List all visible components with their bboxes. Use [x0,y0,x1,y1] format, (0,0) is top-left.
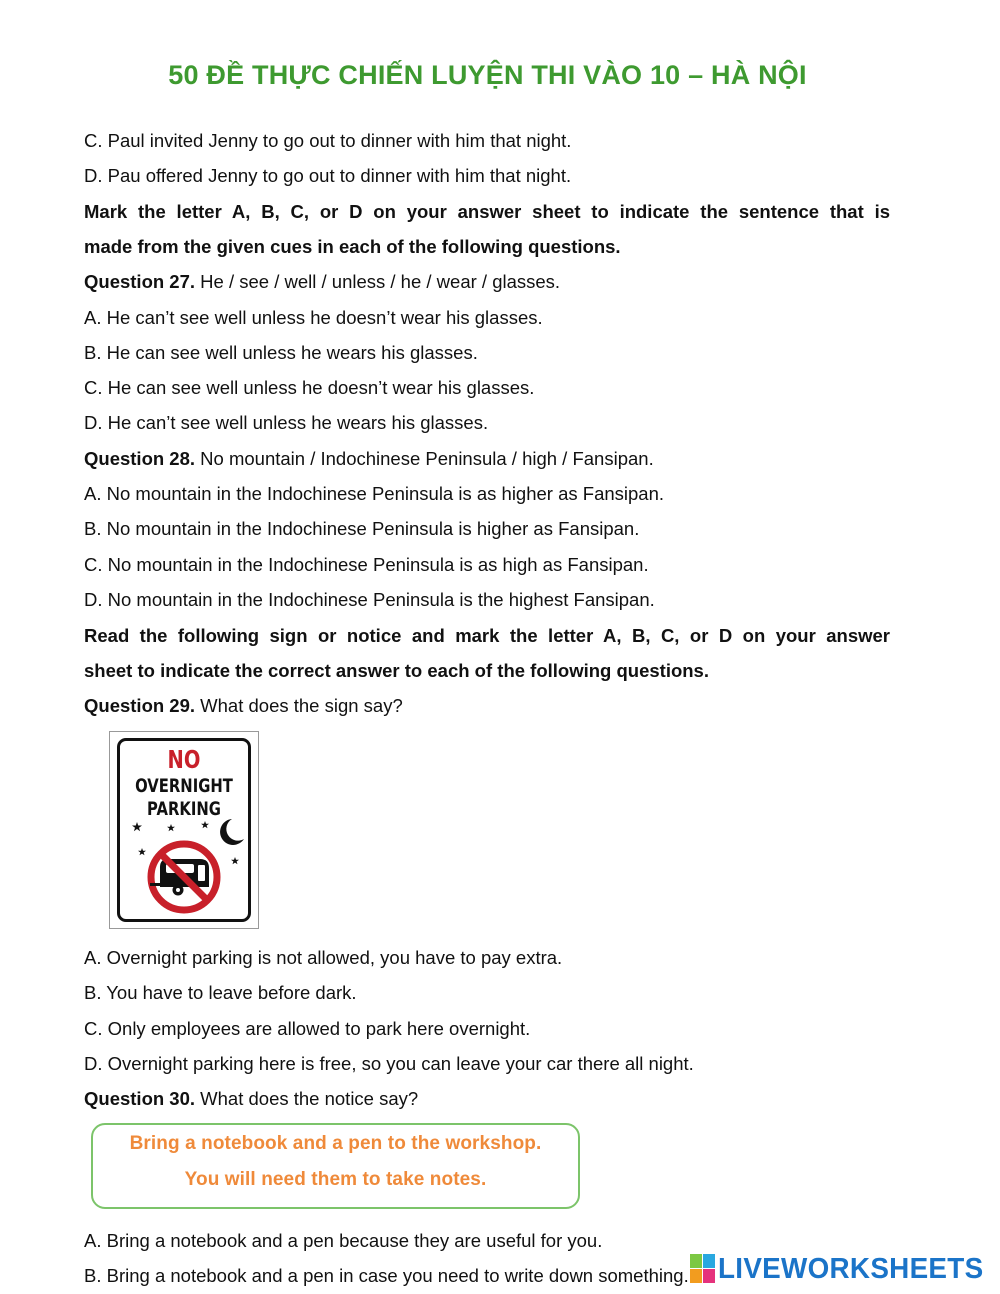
q28-option-b: B. No mountain in the Indochinese Peninsula is higher as Fansipan. [84,518,640,539]
section2-instruction-line1: Read the following sign or notice and mark the letter A, B, C, or D on your answer [84,625,890,646]
q29-option-d: D. Overnight parking here is free, so you can leave your car there all night. [84,1053,694,1074]
prev-option-c: C. Paul invited Jenny to go out to dinner with him that night. [84,130,572,151]
question-30-prompt: What does the notice say? [195,1088,419,1109]
question-28-label: Question 28. [84,448,196,469]
watermark-text: LIVEWORKSHEETS [718,1253,984,1285]
no-camper-icon [120,815,248,919]
sign-border [117,738,251,922]
q27-option-c: C. He can see well unless he doesn’t wear his glasses. [84,377,535,398]
page-title: 50 ĐỀ THỰC CHIẾN LUYỆN THI VÀO 10 – HÀ NỘI [168,60,807,90]
workshop-notice [91,1123,580,1209]
no-overnight-parking-sign [109,731,259,929]
q28-option-d: D. No mountain in the Indochinese Peninsula is the highest Fansipan. [84,589,655,610]
moon-icon [220,819,244,845]
sign-no-text: NO [167,745,201,774]
q30-option-a: A. Bring a notebook and a pen because they are useful for you. [84,1230,603,1251]
question-29 [84,695,890,717]
question-29-label: Question 29. [84,695,196,716]
section1-instruction-line2: made from the given cues in each of the following questions. [84,236,621,257]
question-27 [84,271,890,293]
q29-option-c: C. Only employees are allowed to park here overnight. [84,1018,531,1039]
question-29-prompt: What does the sign say? [195,695,403,716]
q27-option-d: D. He can’t see well unless he wears his glasses. [84,412,489,433]
notice-line-1: Bring a notebook and a pen to the workshop. [129,1133,542,1154]
q30-option-b: B. Bring a notebook and a pen in case you need to write down something. [84,1265,689,1286]
q28-option-c: C. No mountain in the Indochinese Peninsula is as high as Fansipan. [84,554,649,575]
q28-option-a: A. No mountain in the Indochinese Peninsula is as higher as Fansipan. [84,483,665,504]
question-27-prompt: He / see / well / unless / he / wear / glasses. [195,271,561,292]
liveworksheets-logo-icon [690,1254,716,1284]
q29-option-a: A. Overnight parking is not allowed, you have to pay extra. [84,947,563,968]
question-30-label: Question 30. [84,1088,196,1109]
question-27-label: Question 27. [84,271,196,292]
question-28-prompt: No mountain / Indochinese Peninsula / high / Fansipan. [195,448,654,469]
q27-option-b: B. He can see well unless he wears his glasses. [84,342,478,363]
section1-instruction-line1: Mark the letter A, B, C, or D on your answer sheet to indicate the sentence that is [84,201,890,222]
section2-instruction-line2: sheet to indicate the correct answer to each of the following questions. [84,660,709,681]
q27-option-a: A. He can’t see well unless he doesn’t wear his glasses. [84,307,543,328]
prev-option-d: D. Pau offered Jenny to go out to dinner with him that night. [84,165,572,186]
notice-line-2: You will need them to take notes. [184,1169,487,1190]
liveworksheets-watermark [690,1252,990,1288]
sign-parking-text: PARKING [147,798,221,820]
q29-option-b: B. You have to leave before dark. [84,982,357,1003]
question-28 [84,448,890,470]
question-30 [84,1088,890,1110]
sign-overnight-text: OVERNIGHT [135,775,233,797]
